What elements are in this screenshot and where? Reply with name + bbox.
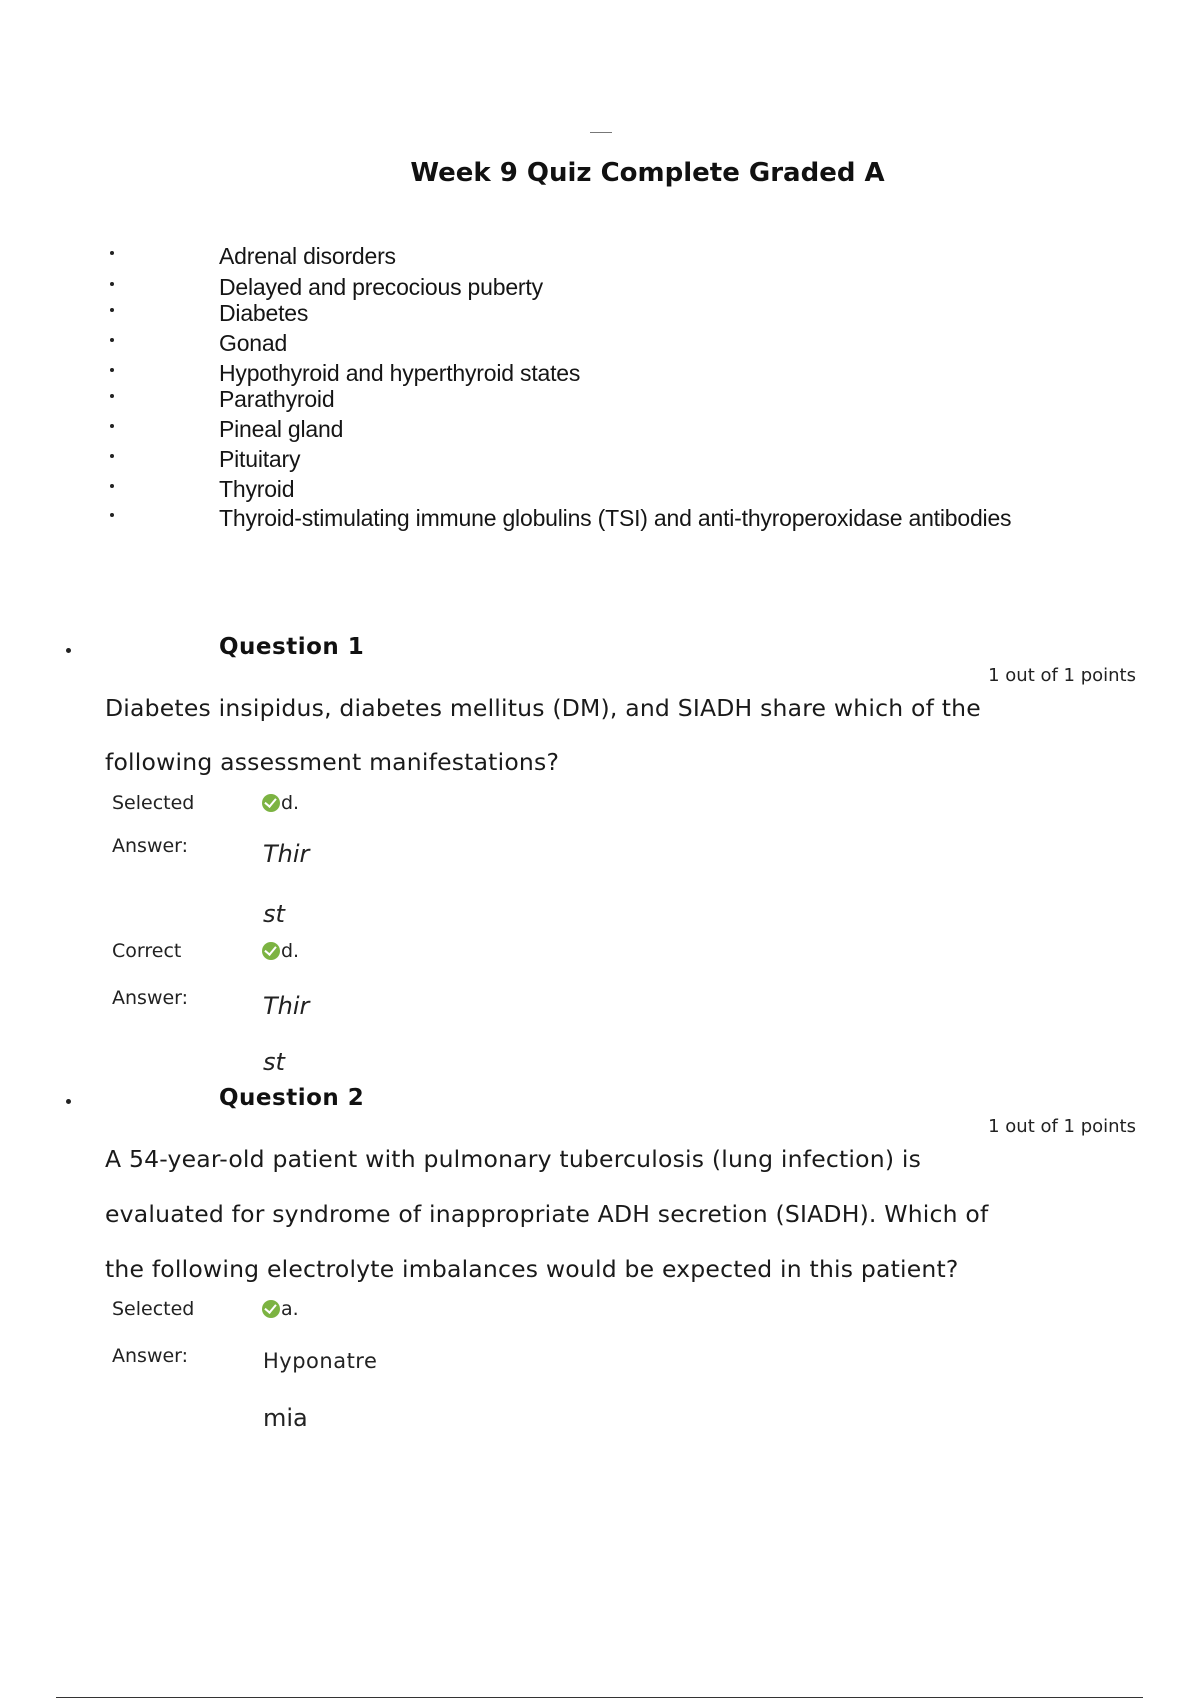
question-text-line: following assessment manifestations? [105,748,560,776]
selected-answer-text: Thir [263,840,310,868]
topic-label: Thyroid [219,476,295,502]
correct-label: Correct [112,940,182,962]
header-dash [590,132,612,133]
bottom-rule [56,1697,1143,1698]
question-title: Question 1 [219,634,365,660]
question-text-line: Diabetes insipidus, diabetes mellitus (DM), and SIADH share which of the [105,694,981,722]
check-icon [262,794,280,812]
list-item [0,300,1150,330]
topic-label: Thyroid-stimulating immune globulins (TSI) and anti-thyroperoxidase antibodies [219,505,1012,531]
selected-label: Selected [112,792,195,814]
question-points: 1 out of 1 points [988,1116,1136,1137]
bullet-icon [110,394,114,398]
question-text-line: the following electrolyte imbalances would be expected in this patient? [105,1255,959,1283]
bullet-icon [66,1099,71,1104]
bullet-icon [110,454,114,458]
topic-label: Adrenal disorders [219,243,396,269]
choice-letter: d. [281,940,300,962]
question-title: Question 2 [219,1085,365,1111]
bullet-icon [110,368,114,372]
correct-answer-text: st [263,1048,285,1076]
check-icon [262,1300,280,1318]
topic-label: Hypothyroid and hyperthyroid states [219,360,581,386]
selected-choice [262,1298,299,1320]
list-item [0,386,1150,416]
bullet-icon [110,282,114,286]
bullet-icon [110,484,114,488]
bullet-icon [110,251,114,255]
bullet-icon [110,424,114,428]
list-item [0,505,1150,535]
question-points: 1 out of 1 points [988,665,1136,686]
topic-label: Gonad [219,330,288,356]
answer-label: Answer: [112,835,189,857]
selected-choice [262,792,299,814]
selected-label: Selected [112,1298,195,1320]
selected-answer-text: st [263,900,285,928]
correct-choice [262,940,299,962]
answer-label: Answer: [112,1345,189,1367]
list-item [0,330,1150,360]
correct-answer-text: Thir [263,992,310,1020]
list-item [0,476,1150,506]
selected-answer-text: mia [263,1404,308,1432]
page-title: Week 9 Quiz Complete Graded A [410,158,885,188]
check-icon [262,942,280,960]
question-text-line: A 54-year-old patient with pulmonary tuberculosis (lung infection) is [105,1145,922,1173]
choice-letter: a. [281,1298,299,1320]
choice-letter: d. [281,792,300,814]
selected-answer-text: Hyponatre [263,1349,378,1373]
list-item [0,243,1150,273]
answer-label: Answer: [112,987,189,1009]
question-text-line: evaluated for syndrome of inappropriate ADH secretion (SIADH). Which of [105,1200,989,1228]
topic-label: Delayed and precocious puberty [219,274,543,300]
topic-label: Parathyroid [219,386,335,412]
topic-label: Diabetes [219,300,309,326]
list-item [0,446,1150,476]
bullet-icon [110,338,114,342]
bullet-icon [110,308,114,312]
topic-label: Pineal gland [219,416,344,442]
list-item [0,416,1150,446]
bullet-icon [110,513,114,517]
topic-label: Pituitary [219,446,301,472]
bullet-icon [66,648,71,653]
